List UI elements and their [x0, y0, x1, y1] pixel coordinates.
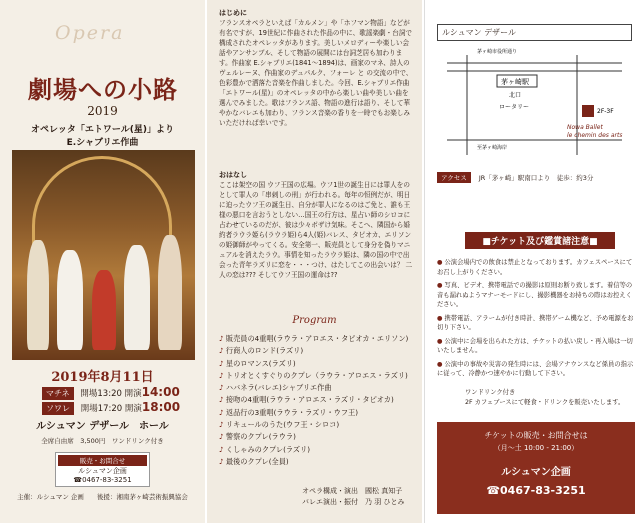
flyer-title: 劇場への小路	[28, 75, 178, 104]
notice-heading: ■チケット及び鑑賞諸注意■	[465, 232, 615, 249]
staff-credits: オペラ構成・演出 國松 真知子 バレエ演出・振付 乃 羽 ひとみ	[302, 487, 405, 506]
map-exit: 北口	[509, 92, 522, 99]
notice-item: ● 写真、ビデオ、携帯電話での撮影は原則お断り致します。着信等の音も漏れぬようマナーモードにし、撮影機器をお持ちの際はお控えください。	[437, 281, 635, 310]
subtitle-opera: オペレッタ「エトワール(星)」より	[31, 125, 174, 135]
opera-watermark: Opera	[55, 22, 125, 44]
program-item: ♪ 返品行の3重唱(ラウラ・ラズリ・ウフ王)	[219, 407, 414, 419]
flyer-info-panel	[424, 0, 640, 523]
soiree-schedule: ソワレ 開場17:20 開演18:00	[42, 400, 180, 415]
venue-name: ルシュマン デザール ホール	[36, 421, 169, 432]
drink-info: ワンドリンク付き 2F カフェブースにて軽食・ドリンクを販売いたします。	[465, 389, 625, 406]
map-road-label: 茅ヶ崎市役所通り	[477, 49, 518, 55]
notice-item: ● 携帯電話、アラームが付き時計、携帯ゲーム機など、予め電源をお切り下さい。	[437, 314, 635, 333]
program-item: ♪ トリオとくすぐりのクプレ（ラウラ・アロエス・ラズリ)	[219, 370, 414, 382]
map-floor: 2F-3F	[597, 108, 614, 115]
notice-item: ● 公演会場内での飲食は禁止となっております。カフェスペースにてお召し上がりください。	[437, 258, 635, 277]
matinee-schedule: マチネ 開場13:20 開演14:00	[42, 385, 180, 400]
program-item: ♪ 行商人のロンド(ラズリ)	[219, 345, 414, 357]
program-item: ♪ ハバネラ(バレエ)シャブリエ作曲	[219, 382, 414, 394]
map-road-label: 至茅ヶ崎海岸	[477, 145, 508, 151]
program-title: Program	[292, 315, 337, 326]
program-item: ♪ くしゃみのクプレ(ラズリ)	[219, 444, 414, 456]
svg-text:le chemin des arts: le chemin des arts	[567, 132, 623, 139]
program-item: ♪ 販売員の4重唱(ラウラ・アロエス・タピオカ・エリソン)	[219, 333, 414, 345]
organizer-line: 主催：ルシュマン 企画 後援：湘南茅ヶ崎芸術振興協会	[17, 493, 188, 501]
flyer-cover	[0, 0, 205, 523]
notice-list	[437, 258, 635, 383]
story-section: おはなし ここは架空の国 ウフ王国の広場。ウフ1世の誕生日には罪人をのとして罪人の「串刺しの刑」が行われる。毎年の恒例だが、明日に迫ったウフ王の誕生日、自分が罪人になるのはご免と、誰も王様の悪口を言おうとしない…国王の行方は、星占い師のシロコに占わせているのだが、彼は少々ボザけ気味。そこへ、隣国から婚約者ラウラ姫ら(ラウラ姫)ら4人(姫)バレス、タピオカ、エリソンの姫御師がやってくる。安全第一、販売員として身分を偽りマニュアルを消えたラウ。事情を知ったラウラ姫は、隣の国の中で出会った青年ラズリに恋を・・・つけ、はたしてこの出会いは？ 二人の恋は??? そしてウフ王国の運命は??	[219, 171, 413, 279]
notice-item: ● 公演中に会場を出られた方は、チケットの払い戻し・再入場は一切いたしません。	[437, 337, 635, 356]
map-station: 茅ヶ崎駅	[501, 78, 529, 86]
map-building: Nowa Ballet	[567, 124, 603, 131]
program-item: ♪ 接吻の4重唱(ラウラ・アロエス・ラズリ・タピオカ)	[219, 394, 414, 406]
access-info: アクセス JR「茅ヶ崎」駅南口より 徒歩：約3分	[437, 172, 632, 183]
flyer-year: 2019	[87, 104, 118, 118]
stage-photo	[12, 150, 195, 360]
ticket-price: 全席自由席 3,500円 ワンドリンク付き	[41, 437, 164, 445]
contact-box: チケットの販売・お問合せは （月〜土 10:00 - 21:00） ルシュマン企画 ☎0467-83-3251	[437, 422, 635, 514]
flyer-story-panel	[207, 0, 422, 523]
program-item: ♪ 星のロマンス(ラズリ)	[219, 358, 414, 370]
performance-date: 2019年8月11日	[51, 370, 154, 385]
program-item: ♪ リキュールのうた(ウフ王・シロコ)	[219, 419, 414, 431]
access-map	[437, 45, 632, 165]
notice-item: ● 公演中の事故や災害の発生時には、会場アナウンスなど係員の指示に従って、冷静かつ速やかに行動して下さい。	[437, 360, 635, 379]
subtitle-composer: E.シャブリエ作曲	[66, 138, 139, 148]
map-rotary: ロータリー	[499, 104, 530, 111]
venue-label: ルシュマン デザール	[437, 24, 632, 41]
intro-section: はじめに フランスオペラといえば「カルメン」や「ホフマン物語」などが有名ですが、19世紀に作曲された作品の中に、歌謡楽劇・台詞で構成されたオペレッタがあります。美しいメロディーや楽しい会話やアンサンブル、そして物語の展開には台詞芝居も加わります。作曲家 E.シャブリエ(1841〜1894)は、画家のマネ、詩人のヴェルレーヌ、作曲家のデュパルク、フォーレ と の交流の中で、色彩豊かで洒落た音楽を作曲しました。今回、E.シャブリエ作曲「エトワール(星)」のオペレッタの中から楽しい曲や美しい曲を選んでみました。歌はフランス語、物語の進行は語り、そして華やかなバレエも加わり、フランス音楽の香りを一時でもお楽しみいただければ幸いです。	[219, 9, 413, 127]
ticket-contact-box: 販売・お問合せ ルシュマン企画 ☎0467-83-3251	[55, 452, 150, 487]
program-item: ♪ 最後のクプレ(全員)	[219, 456, 414, 468]
program-item: ♪ 警察のクプレ(ラウラ)	[219, 431, 414, 443]
program-list	[219, 333, 414, 468]
